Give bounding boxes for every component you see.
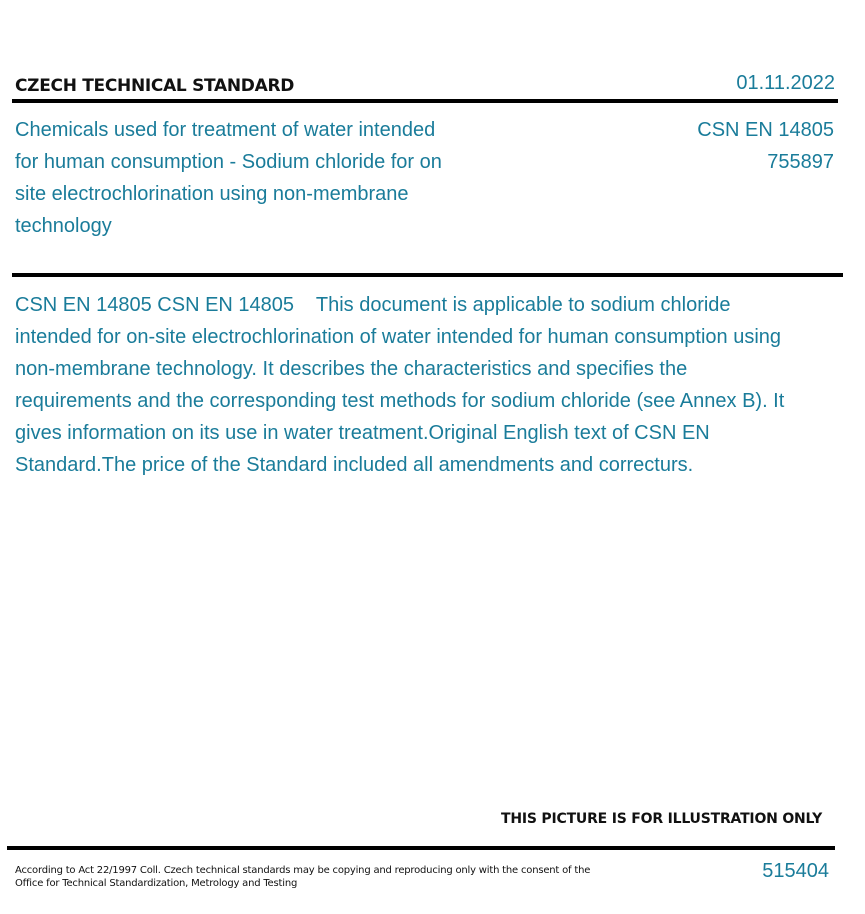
header-divider [12, 99, 838, 103]
standard-number: CSN EN 14805 [697, 119, 834, 141]
title-divider [12, 273, 843, 277]
standard-type-label: CZECH TECHNICAL STANDARD [15, 76, 295, 96]
illustration-note: THIS PICTURE IS FOR ILLUSTRATION ONLY [501, 811, 823, 827]
footer-divider [7, 846, 835, 850]
legal-notice: According to Act 22/1997 Coll. Czech technical standards may be copying and reproducing only with the consent of the Office for Technical Standardization, Metrology and Testing [15, 865, 591, 889]
standard-title: Chemicals used for treatment of water intended for human consumption - Sodium chloride for on site electrochlorination using non-membrane technology [15, 119, 442, 237]
publication-date: 01.11.2022 [736, 72, 835, 94]
document-code: 515404 [762, 860, 829, 882]
catalog-number: 755897 [767, 151, 834, 173]
standard-description: CSN EN 14805 CSN EN 14805 This document is applicable to sodium chloride intended for on-site electrochlorination of water intended for human consumption using non-membrane technology. It describes the characteristics and specifies the requirements and the corresponding test methods for sodium chloride (see Annex B). It gives information on its use in water treatment.Original English text of CSN EN Standard.The price of the Standard included all amendments and correcturs. [15, 294, 790, 476]
